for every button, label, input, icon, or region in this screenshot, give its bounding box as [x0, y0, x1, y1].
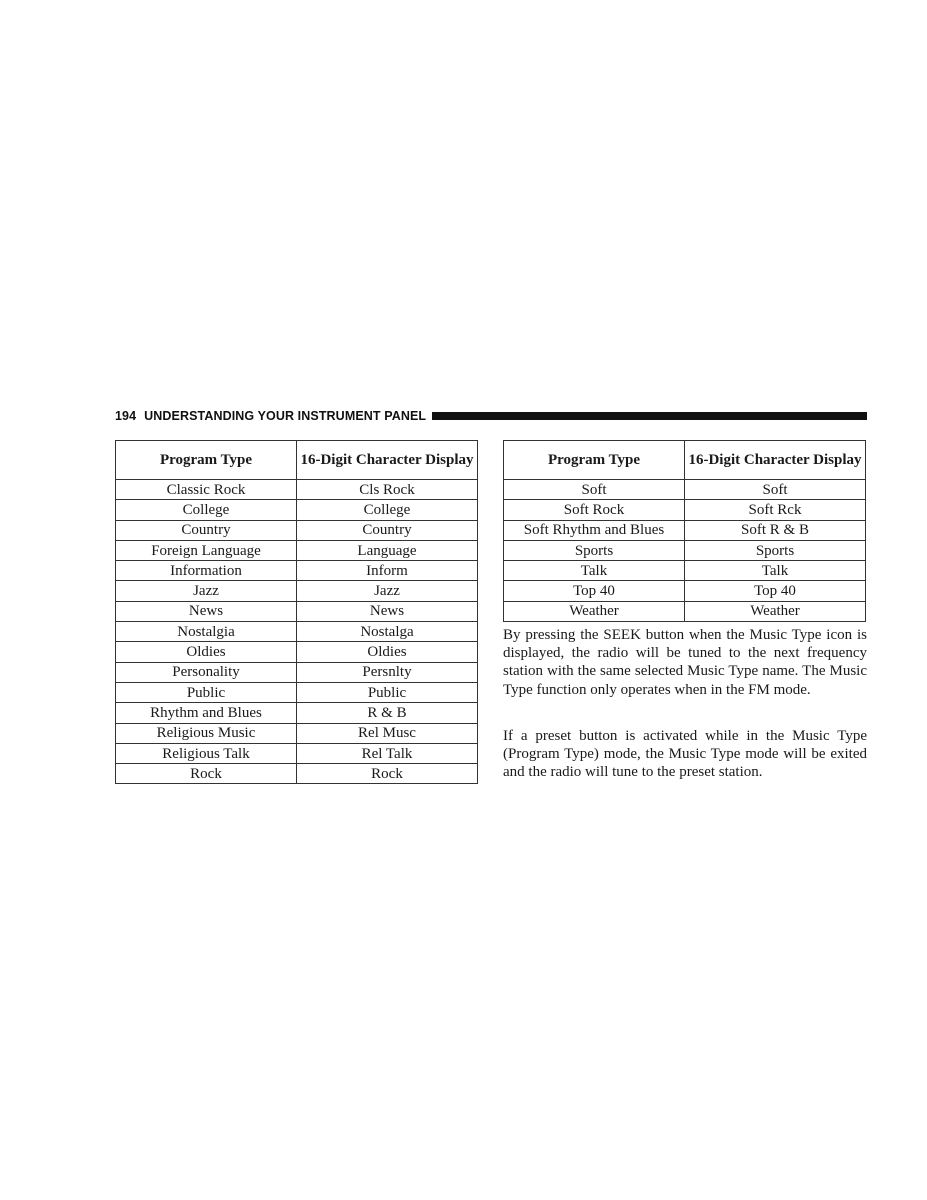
table-row	[116, 642, 478, 662]
table-row	[116, 723, 478, 743]
display-text-cell: Talk	[685, 561, 866, 581]
table-row	[116, 500, 478, 520]
table-header-row	[504, 441, 866, 480]
page-number: 194	[115, 409, 137, 423]
program-type-cell: Classic Rock	[116, 480, 297, 500]
program-type-cell: Religious Music	[116, 723, 297, 743]
table-row	[116, 480, 478, 500]
program-type-table-right	[503, 440, 866, 622]
program-type-cell: Soft Rock	[504, 500, 685, 520]
display-text-cell: Rel Musc	[297, 723, 478, 743]
display-text-cell: Inform	[297, 561, 478, 581]
table-row	[504, 520, 866, 540]
display-text-cell: Rock	[297, 764, 478, 784]
column-header-display: 16-Digit Character Display	[297, 441, 478, 480]
display-text-cell: Cls Rock	[297, 480, 478, 500]
display-text-cell: College	[297, 500, 478, 520]
display-text-cell: Weather	[685, 601, 866, 621]
page-header	[115, 408, 867, 424]
display-text-cell: Language	[297, 540, 478, 560]
table-row	[116, 561, 478, 581]
display-text-cell: R & B	[297, 703, 478, 723]
program-type-cell: Soft Rhythm and Blues	[504, 520, 685, 540]
table-row	[504, 601, 866, 621]
program-type-cell: Soft	[504, 480, 685, 500]
table-row	[116, 662, 478, 682]
program-type-cell: Top 40	[504, 581, 685, 601]
column-header-display: 16-Digit Character Display	[685, 441, 866, 480]
program-type-cell: Rock	[116, 764, 297, 784]
program-type-cell: Public	[116, 682, 297, 702]
program-type-cell: Rhythm and Blues	[116, 703, 297, 723]
program-type-cell: Weather	[504, 601, 685, 621]
display-text-cell: Rel Talk	[297, 743, 478, 763]
table-header-row	[116, 441, 478, 480]
preset-instructions-paragraph: If a preset button is activated while in the Music Type (Program Type) mode, the Music Type mode will be exited and the radio will tune to the preset station.	[503, 728, 867, 781]
table-row	[504, 500, 866, 520]
table-row	[116, 743, 478, 763]
table-row	[116, 540, 478, 560]
table-row	[116, 682, 478, 702]
program-type-cell: Information	[116, 561, 297, 581]
display-text-cell: Sports	[685, 540, 866, 560]
table-row	[116, 703, 478, 723]
table-row	[116, 601, 478, 621]
table-row	[116, 520, 478, 540]
program-type-cell: College	[116, 500, 297, 520]
display-text-cell: Soft	[685, 480, 866, 500]
program-type-cell: Sports	[504, 540, 685, 560]
table-row	[116, 581, 478, 601]
table-row	[504, 540, 866, 560]
column-header-program-type: Program Type	[116, 441, 297, 480]
program-type-cell: Religious Talk	[116, 743, 297, 763]
table-row	[504, 561, 866, 581]
program-type-cell: Nostalgia	[116, 622, 297, 642]
table-row	[504, 480, 866, 500]
program-type-cell: Talk	[504, 561, 685, 581]
display-text-cell: Top 40	[685, 581, 866, 601]
table-row	[504, 581, 866, 601]
display-text-cell: Soft Rck	[685, 500, 866, 520]
program-type-cell: Personality	[116, 662, 297, 682]
display-text-cell: Country	[297, 520, 478, 540]
header-text	[115, 409, 426, 423]
display-text-cell: Nostalga	[297, 622, 478, 642]
program-type-table-left	[115, 440, 478, 784]
section-title: UNDERSTANDING YOUR INSTRUMENT PANEL	[144, 409, 427, 423]
table-row	[116, 764, 478, 784]
display-text-cell: Jazz	[297, 581, 478, 601]
display-text-cell: News	[297, 601, 478, 621]
table-row	[116, 622, 478, 642]
header-rule	[432, 412, 867, 420]
program-type-cell: Oldies	[116, 642, 297, 662]
column-header-program-type: Program Type	[504, 441, 685, 480]
display-text-cell: Public	[297, 682, 478, 702]
program-type-cell: Jazz	[116, 581, 297, 601]
program-type-cell: Foreign Language	[116, 540, 297, 560]
display-text-cell: Persnlty	[297, 662, 478, 682]
seek-instructions-paragraph: By pressing the SEEK button when the Music Type icon is displayed, the radio will be tuned to the next frequency station with the same selected Music Type name. The Music Type function only operates when in the FM mode.	[503, 627, 867, 698]
display-text-cell: Oldies	[297, 642, 478, 662]
program-type-cell: News	[116, 601, 297, 621]
program-type-cell: Country	[116, 520, 297, 540]
display-text-cell: Soft R & B	[685, 520, 866, 540]
